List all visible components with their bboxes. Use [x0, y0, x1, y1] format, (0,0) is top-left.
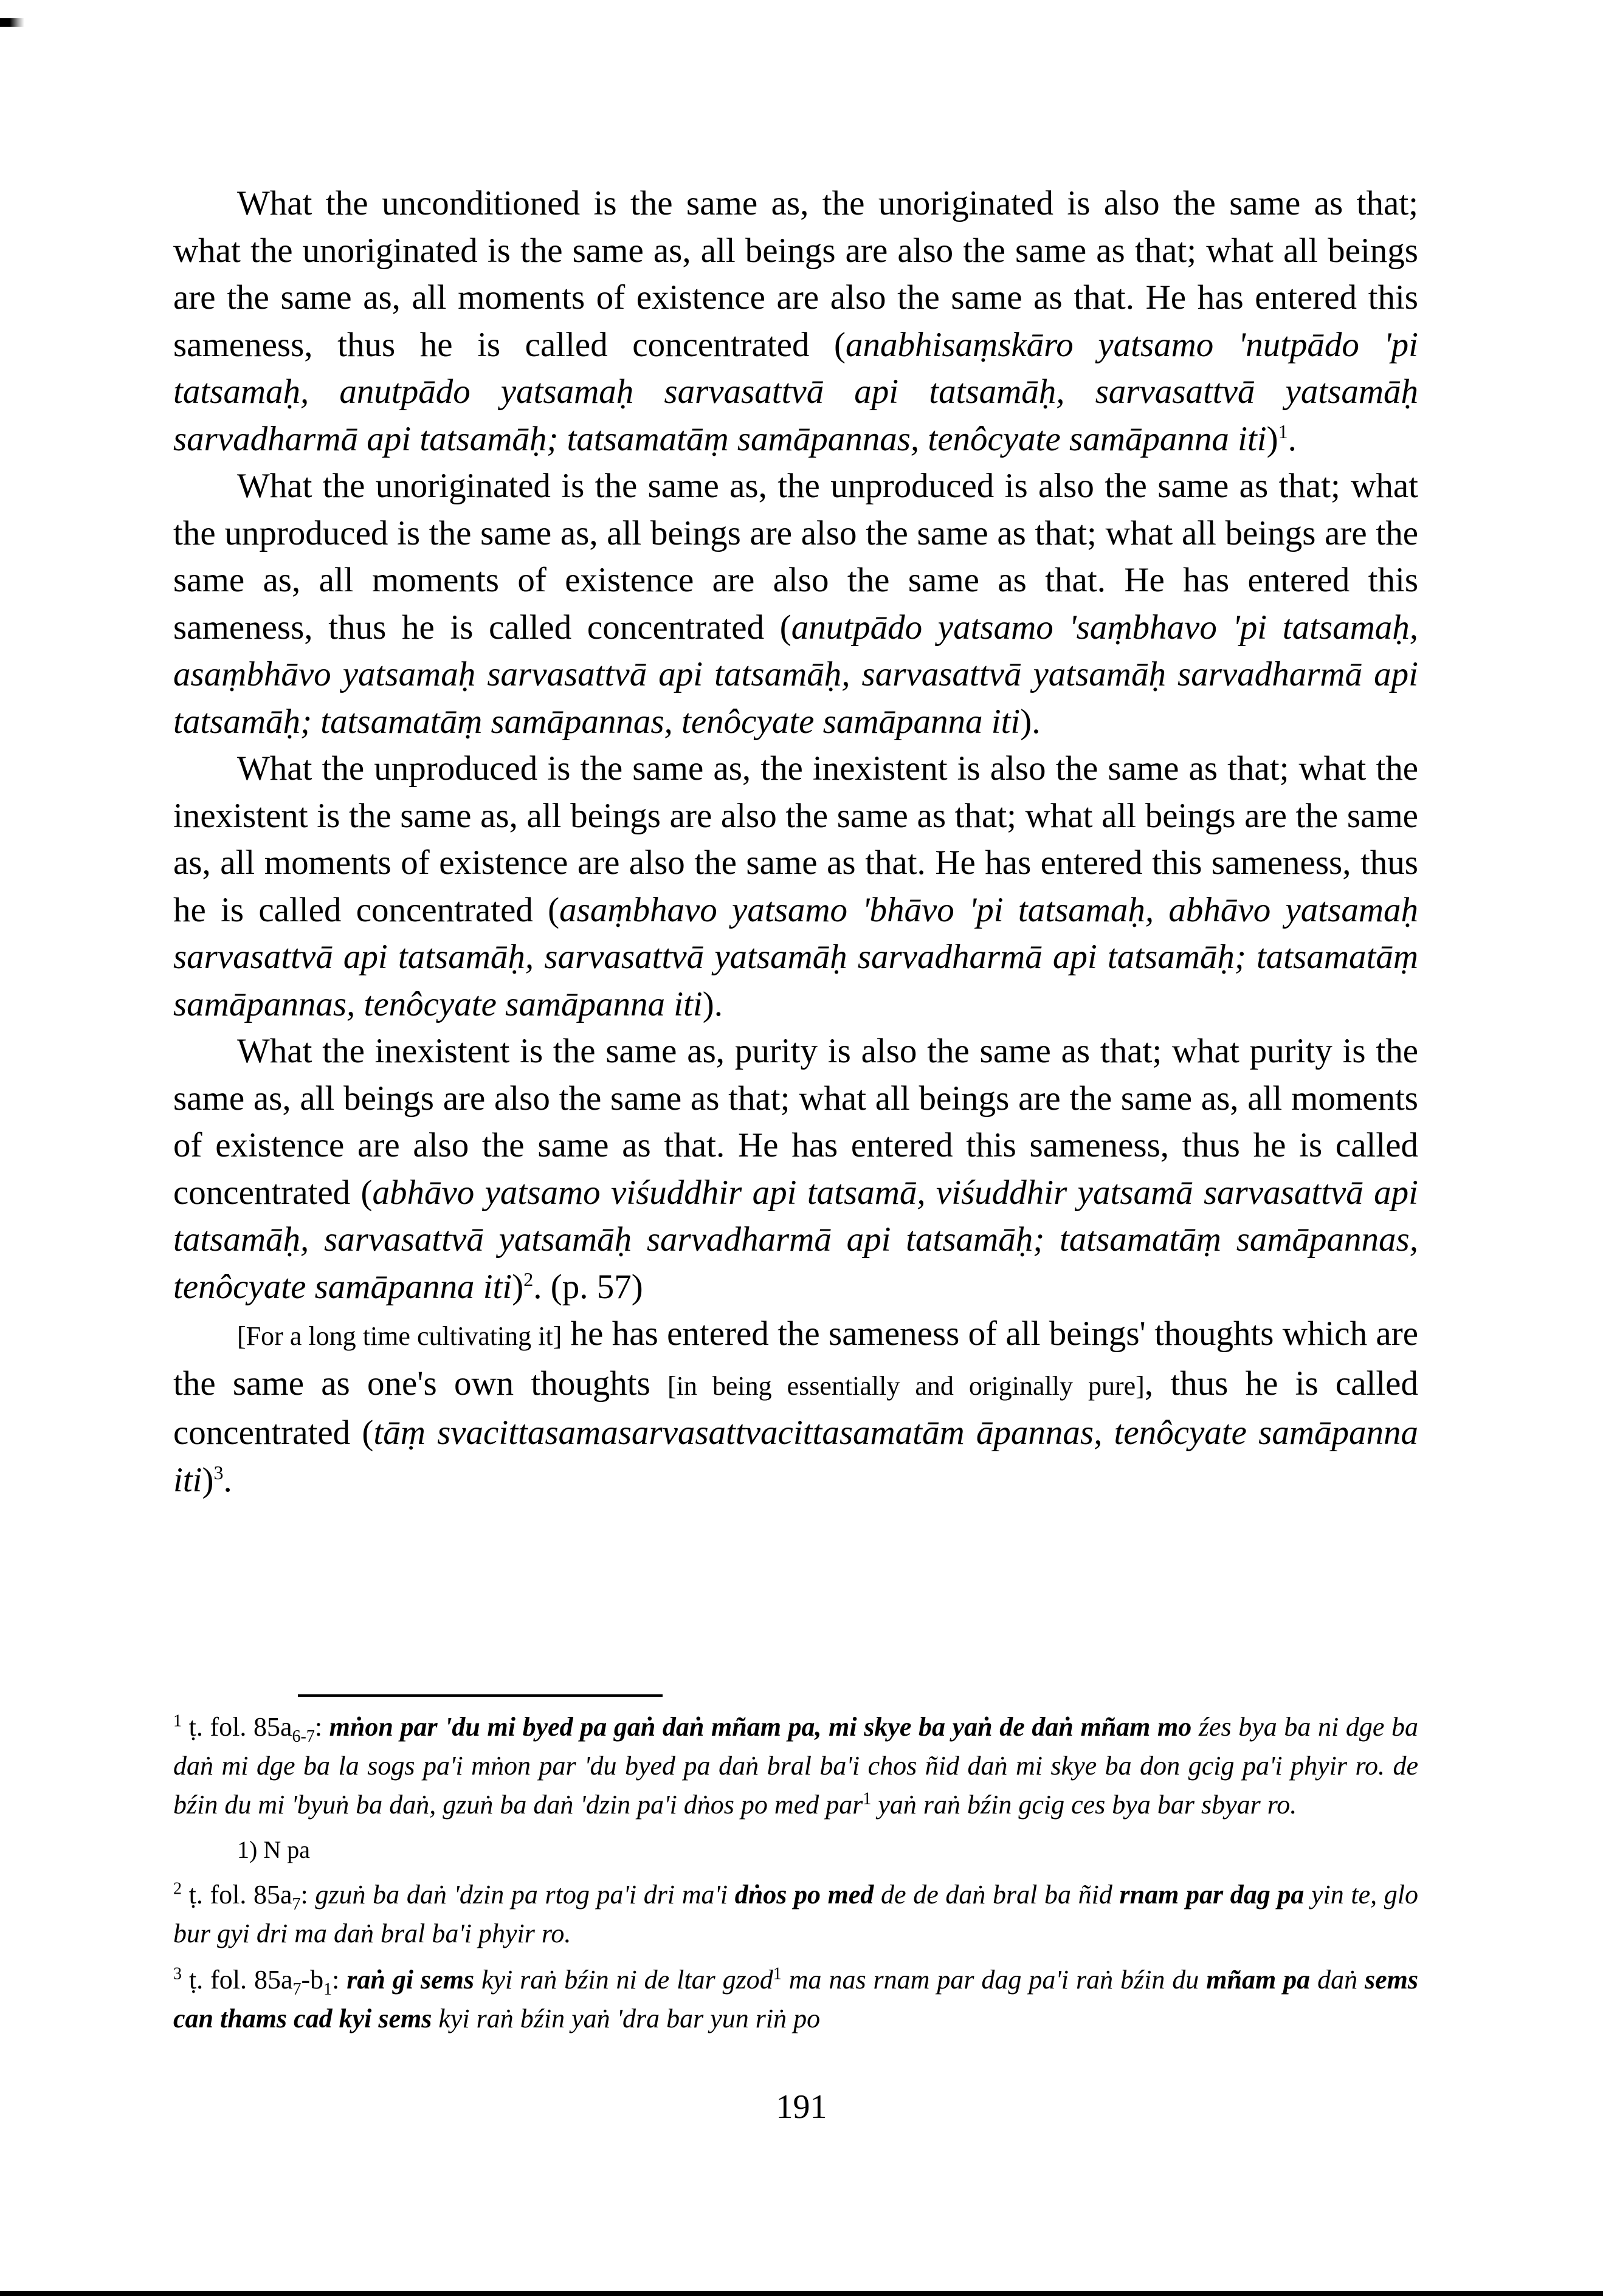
sentence-end: .	[1032, 702, 1041, 741]
tibetan-text: yin te, glo bur gyi dri ma daṅ bral ba'i phyir ro.	[173, 1880, 1419, 1948]
tibetan-text: de de daṅ bral ba ñid	[874, 1880, 1120, 1909]
footnote-number: 1	[173, 1711, 182, 1731]
editorial-bracket: [in being essentially and originally pure]	[667, 1370, 1145, 1401]
tibetan-lemma: mṅon par 'du mi byed pa gaṅ daṅ mñam pa, mi skye ba yaṅ de daṅ mñam mo	[329, 1712, 1192, 1742]
tibetan-text: yaṅ raṅ bźin gcig ces bya bar sbyar ro.	[871, 1790, 1297, 1820]
folio-ref: ṭ. fol. 85a	[188, 1880, 292, 1909]
tibetan-text: kyi raṅ bźin yaṅ 'dra bar yun riṅ po	[432, 2004, 821, 2033]
tibetan-text: ma nas rnam par dag pa'i raṅ bźin du	[781, 1965, 1207, 1995]
sanskrit-quote: asaṃbhavo yatsamo 'bhāvo 'pi tatsamaḥ, abhāvo yatsamaḥ sarvasattvā api tatsamāḥ, sarvasattvā yatsamāḥ sarvadharmā api tatsamāḥ; tatsamatāṃ samāpannas, tenôcyate samāpanna iti	[173, 890, 1418, 1023]
footnote-1-variant: 1) N pa	[237, 1836, 310, 1863]
sanskrit-quote: anutpādo yatsamo 'saṃbhavo 'pi tatsamaḥ, asaṃbhāvo yatsamaḥ sarvasattvā api tatsamāḥ, sarvasattvā yatsamāḥ sarvadharmā api tatsamāḥ; tatsamatāṃ samāpannas, tenôcyate samāpanna iti	[173, 608, 1419, 741]
footnote-number: 3	[173, 1964, 182, 1984]
folio-line: 7	[292, 1979, 302, 1999]
tibetan-lemma: rnam par dag pa	[1119, 1880, 1305, 1909]
footnote-separator	[298, 1694, 663, 1697]
sanskrit-quote: anabhisaṃskāro yatsamo 'nutpādo 'pi tatsamaḥ, anutpādo yatsamaḥ sarvasattvā api tatsamāḥ, sarvasattvā yatsamāḥ sarvadharmā api tatsamāḥ; tatsamatāṃ samāpannas, tenôcyate samāpanna iti	[173, 325, 1419, 458]
footnotes	[173, 1708, 1418, 2046]
sentence-end: .	[1288, 419, 1297, 458]
folio-line: 1	[323, 1979, 333, 1999]
footnote-ref-3[interactable]: 3	[213, 1461, 224, 1483]
paragraph-text: What the unoriginated is the same as, the unproduced is also the same as that; what the unproduced is the same as, all beings are also the same as that; what all beings are the same as, all moments of existence are also the same as that. He has entered this sameness, thus he is called concentrated (	[173, 467, 1418, 647]
tibetan-text: kyi raṅ bźin ni de ltar gzod	[474, 1965, 773, 1995]
footnote-2	[173, 1875, 1418, 1953]
paren: )	[512, 1267, 524, 1306]
folio-line: 6-7	[292, 1727, 315, 1746]
paragraph-1	[173, 180, 1418, 462]
folio-ref: ṭ. fol. 85a	[188, 1965, 293, 1995]
paragraph-5	[173, 1310, 1418, 1504]
sentence-end: .	[714, 985, 723, 1023]
footnote-ref-2[interactable]: 2	[523, 1268, 534, 1290]
footnote-number: 2	[173, 1879, 182, 1899]
footnote-ref-1[interactable]: 1	[1278, 420, 1288, 442]
paragraph-3	[173, 745, 1418, 1028]
tibetan-lemma: sems can thams cad kyi sems	[173, 1965, 1419, 2033]
scan-bottom-edge	[0, 2291, 1603, 2296]
paragraph-text: What the inexistent is the same as, purity is also the same as that; what purity is the same as, all beings are also the same as that; what all beings are the same as, all moments of existence are also the same as that. He has entered this sameness, thus he is called concentrated (	[173, 1032, 1418, 1212]
sentence-end: .	[223, 1460, 232, 1499]
tibetan-lemma: mñam pa	[1206, 1965, 1311, 1995]
folio-ref: -b	[301, 1965, 324, 1995]
paragraph-2	[173, 462, 1418, 745]
paragraph-text: , thus he is called concentrated (	[173, 1364, 1418, 1452]
paren: )	[1266, 419, 1278, 458]
tibetan-text: daṅ	[1310, 1965, 1365, 1995]
scan-corner-artifact	[0, 18, 24, 27]
folio-line: 7	[292, 1894, 301, 1914]
colon: :	[314, 1712, 329, 1742]
tibetan-lemma: dṅos po med	[734, 1880, 874, 1909]
paragraph-text: he has entered the sameness of all beings' thoughts which are the same as one's own thoughts	[173, 1315, 1418, 1403]
page-number: 191	[776, 2088, 827, 2126]
editorial-bracket: [For a long time cultivating it]	[237, 1321, 562, 1351]
folio-ref: ṭ. fol. 85a	[188, 1712, 292, 1742]
paren: )	[1020, 702, 1032, 741]
colon: :	[332, 1965, 347, 1995]
paragraph-text: What the unconditioned is the same as, the unoriginated is also the same as that; what the unoriginated is the same as, all beings are also the same as that; what all beings are the same as, all moments of existence are also the same as that. He has entered this sameness, thus he is called concentrated (	[173, 184, 1418, 364]
tibetan-lemma: raṅ gi sems	[346, 1965, 474, 1995]
paren: )	[702, 985, 714, 1023]
main-text	[173, 180, 1418, 1504]
tibetan-text: gzuṅ ba daṅ 'dzin pa rtog pa'i dri ma'i	[315, 1880, 735, 1909]
variant-ref: 1	[863, 1789, 872, 1809]
paren: )	[202, 1460, 214, 1499]
sentence-end: . (p. 57)	[533, 1267, 643, 1306]
sanskrit-quote: tāṃ svacittasamasarvasattvacittasamatām āpannas, tenôcyate samāpanna iti	[173, 1414, 1418, 1499]
colon: :	[300, 1880, 315, 1909]
footnote-3	[173, 1961, 1418, 2038]
variant-ref: 1	[773, 1964, 782, 1984]
paragraph-4	[173, 1028, 1418, 1310]
footnote-1	[173, 1708, 1418, 1824]
paragraph-text: What the unproduced is the same as, the inexistent is also the same as that; what the inexistent is the same as, all beings are also the same as that; what all beings are the same as, all moments of existence are also the same as that. He has entered this sameness, thus he is called concentrated (	[173, 749, 1418, 929]
sanskrit-quote: abhāvo yatsamo viśuddhir api tatsamā, viśuddhir yatsamā sarvasattvā api tatsamāḥ, sarvasattvā yatsamāḥ sarvadharmā api tatsamāḥ; tatsamatāṃ samāpannas, tenôcyate samāpanna iti	[173, 1173, 1418, 1306]
tibetan-text: źes bya ba ni dge ba daṅ mi dge ba la sogs pa'i mṅon par 'du byed pa daṅ bral ba'i chos ñid daṅ mi skye ba don gcig pa'i phyir ro. de bźin du mi 'byuṅ ba daṅ, gzuṅ ba daṅ 'dzin pa'i dṅos po med par	[173, 1712, 1418, 1820]
